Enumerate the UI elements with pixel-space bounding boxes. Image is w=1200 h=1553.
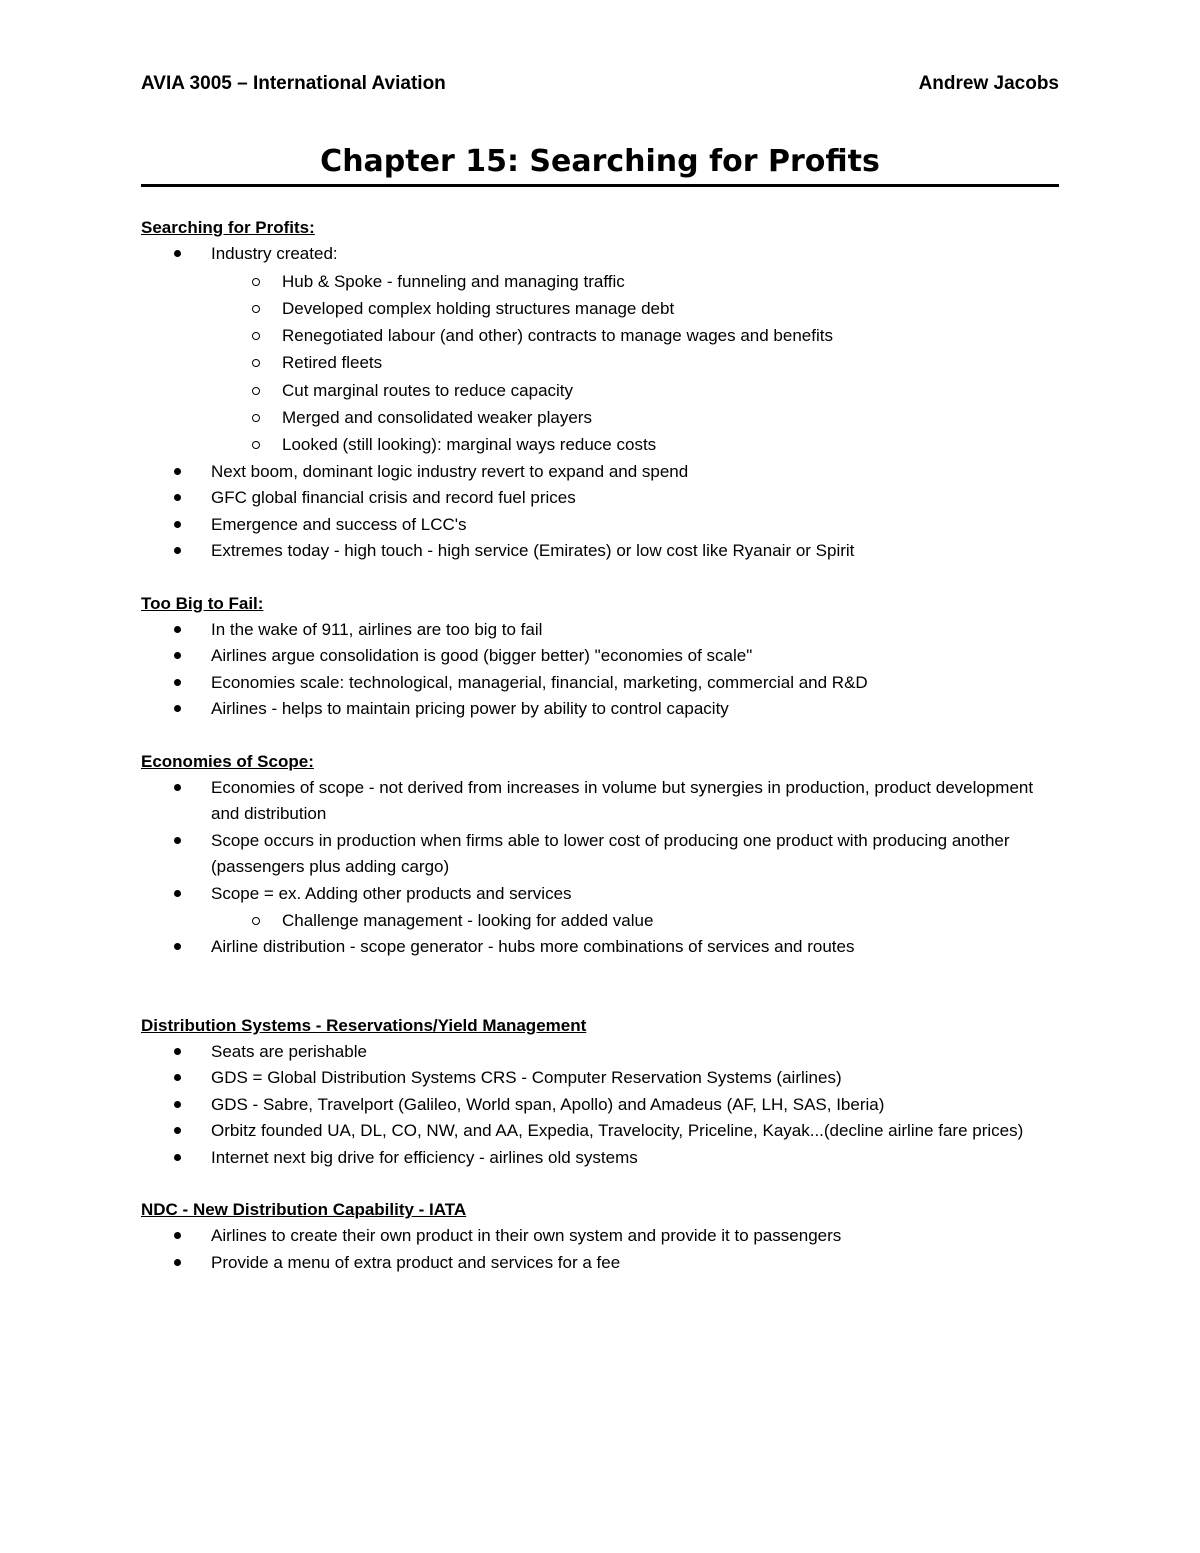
bullet-icon (174, 1259, 181, 1266)
bullet-icon (174, 890, 181, 897)
list-item-text: Provide a menu of extra product and services for a fee (211, 1252, 621, 1272)
list-item-text: Orbitz founded UA, DL, CO, NW, and AA, Expedia, Travelocity, Priceline, Kayak...(decline airline fare prices) (211, 1121, 1024, 1141)
list-item (141, 459, 1059, 486)
sub-list-item (141, 431, 1059, 458)
list-item (141, 1092, 1059, 1119)
section-searching-for-profits (141, 215, 1059, 565)
bullet-icon (174, 679, 181, 686)
circle-bullet-icon (252, 359, 260, 367)
list-item-text: Airlines argue consolidation is good (bigger better) "economies of scale" (211, 646, 753, 666)
bullet-icon (174, 494, 181, 501)
list-item (141, 828, 1059, 881)
list-item (141, 1118, 1059, 1145)
circle-bullet-icon (252, 305, 260, 313)
list-item-text: GFC global financial crisis and record fuel prices (211, 488, 576, 508)
sub-list-item-text: Developed complex holding structures manage debt (282, 298, 675, 318)
bullet-icon (174, 468, 181, 475)
list-item-text: Seats are perishable (211, 1041, 367, 1061)
list-item (141, 512, 1059, 539)
circle-bullet-icon (252, 332, 260, 340)
section-distribution-systems (141, 1013, 1059, 1172)
section-heading: Too Big to Fail: (141, 593, 264, 613)
section-heading: Searching for Profits: (141, 218, 315, 237)
sub-list-item (141, 295, 1059, 322)
list-item-text: Scope occurs in production when firms able to lower cost of producing one product with producing another (passengers plus adding cargo) (211, 830, 1010, 877)
circle-bullet-icon (252, 441, 260, 449)
sub-list-item-text: Hub & Spoke - funneling and managing traffic (282, 271, 625, 291)
list-item (141, 1039, 1059, 1066)
bullet-icon (174, 1232, 181, 1239)
bullet-icon (174, 521, 181, 528)
list-item (141, 241, 1059, 459)
bullet-icon (174, 626, 181, 633)
sub-list (211, 268, 1059, 459)
sub-list-item-text: Looked (still looking): marginal ways reduce costs (282, 435, 657, 455)
list-item-text: Scope = ex. Adding other products and services (211, 883, 572, 903)
bullet-icon (174, 784, 181, 791)
list-item (141, 881, 1059, 935)
list-item-text: Next boom, dominant logic industry revert to expand and spend (211, 461, 689, 481)
circle-bullet-icon (252, 917, 260, 925)
section-too-big-to-fail (141, 591, 1059, 723)
course-title: AVIA 3005 – International Aviation (141, 73, 446, 94)
bullet-icon (174, 547, 181, 554)
sub-list-item (141, 907, 1059, 934)
document-page (141, 70, 1059, 1276)
circle-bullet-icon (252, 414, 260, 422)
bullet-icon (174, 943, 181, 950)
sub-list-item (141, 322, 1059, 349)
sub-list-item-text: Renegotiated labour (and other) contracts to manage wages and benefits (282, 326, 833, 346)
list-item-text: GDS = Global Distribution Systems CRS - Computer Reservation Systems (airlines) (211, 1068, 842, 1088)
list-item (141, 1145, 1059, 1172)
list-item (141, 1250, 1059, 1277)
list-item-text: Internet next big drive for efficiency - airlines old systems (211, 1147, 638, 1167)
bullet-list (141, 617, 1059, 723)
list-item-text: GDS - Sabre, Travelport (Galileo, World span, Apollo) and Amadeus (AF, LH, SAS, Iberia) (211, 1094, 885, 1114)
list-item (141, 934, 1059, 961)
list-item-text: Extremes today - high touch - high service (Emirates) or low cost like Ryanair or Spirit (211, 541, 855, 561)
sub-list (211, 907, 1059, 934)
list-item-text: In the wake of 911, airlines are too big to fail (211, 619, 543, 639)
bullet-list (141, 775, 1059, 961)
list-item (141, 775, 1059, 828)
list-item-text: Airline distribution - scope generator - hubs more combinations of services and routes (211, 937, 855, 957)
list-item-text: Airlines - helps to maintain pricing power by ability to control capacity (211, 699, 729, 719)
list-item-text: Emergence and success of LCC's (211, 514, 467, 534)
bullet-icon (174, 1074, 181, 1081)
circle-bullet-icon (252, 278, 260, 286)
circle-bullet-icon (252, 387, 260, 395)
sub-list-item (141, 404, 1059, 431)
sub-list-item-text: Challenge management - looking for added value (282, 911, 654, 931)
sub-list-item (141, 268, 1059, 295)
bullet-list (141, 241, 1059, 565)
sub-list-item-text: Merged and consolidated weaker players (282, 407, 592, 427)
page-header (141, 70, 1059, 98)
list-item (141, 1223, 1059, 1250)
sub-list-item-text: Retired fleets (282, 353, 383, 373)
bullet-icon (174, 652, 181, 659)
list-item (141, 538, 1059, 565)
list-item (141, 696, 1059, 723)
section-heading: Distribution Systems - Reservations/Yield Management (141, 1015, 587, 1035)
bullet-icon (174, 1127, 181, 1134)
list-item (141, 1065, 1059, 1092)
list-item-text: Economies of scope - not derived from increases in volume but synergies in production, product development and distribution (211, 777, 1034, 824)
bullet-list (141, 1039, 1059, 1172)
bullet-icon (174, 1048, 181, 1055)
bullet-list (141, 1223, 1059, 1276)
list-item (141, 485, 1059, 512)
bullet-icon (174, 1154, 181, 1161)
section-ndc (141, 1197, 1059, 1276)
chapter-title: Chapter 15: Searching for Profits (141, 142, 1059, 187)
list-item (141, 643, 1059, 670)
section-economies-of-scope (141, 749, 1059, 961)
bullet-icon (174, 1101, 181, 1108)
list-item-text: Airlines to create their own product in their own system and provide it to passengers (211, 1226, 842, 1246)
list-item (141, 617, 1059, 644)
list-item-text: Economies scale: technological, managerial, financial, marketing, commercial and R&D (211, 672, 868, 692)
bullet-icon (174, 705, 181, 712)
list-item (141, 670, 1059, 697)
section-heading: NDC - New Distribution Capability - IATA (141, 1200, 467, 1220)
list-item-text: Industry created: (211, 244, 338, 263)
section-heading: Economies of Scope: (141, 751, 314, 771)
bullet-icon (174, 250, 181, 257)
sub-list-item-text: Cut marginal routes to reduce capacity (282, 380, 574, 400)
sub-list-item (141, 349, 1059, 376)
author-name: Andrew Jacobs (918, 73, 1059, 94)
sub-list-item (141, 377, 1059, 404)
bullet-icon (174, 837, 181, 844)
